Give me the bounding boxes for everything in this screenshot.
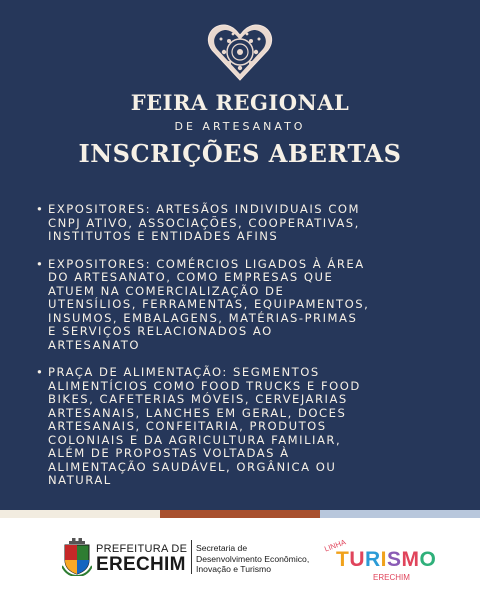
bullet-line: DO ARTESANATO, COMO EMPRESAS QUE [48, 270, 334, 284]
bullet-line: E SERVIÇOS RELACIONADOS AO [48, 324, 273, 338]
turismo-letter: T [336, 548, 350, 571]
bullet-line: ARTESANAIS, CONFEITARIA, PRODUTOS [48, 419, 327, 433]
bullet-line: PRAÇA DE ALIMENTAÇÃO: SEGMENTOS [48, 365, 320, 379]
bullet-marker: • [36, 256, 45, 271]
prefeitura-logo [96, 543, 187, 575]
turismo-letter: U [349, 548, 365, 571]
title-feira-regional: FEIRA REGIONAL [130, 90, 350, 115]
secretaria-text [196, 543, 309, 575]
turismo-letter: S [387, 548, 402, 571]
turismo-erechim-label: ERECHIM [373, 573, 410, 582]
bullet-list [36, 203, 456, 502]
turismo-letter: M [401, 548, 420, 571]
bullet-line: COLONIAIS E DA AGRICULTURA FAMILIAR, [48, 432, 342, 447]
bullet-marker: • [36, 202, 45, 216]
bullet-marker: • [36, 365, 45, 379]
linha-label: LINHA [323, 537, 347, 554]
turismo-letter: R [365, 548, 381, 571]
bullet-line: ARTESANAIS, LANCHES EM GERAL, DOCES [48, 405, 347, 420]
bullet-item [36, 258, 456, 353]
bullet-line: ALIMENTAÇÃO SAUDÁVEL, ORGÂNICA OU [48, 459, 337, 474]
turismo-logo [336, 548, 436, 572]
stripe-cream [0, 510, 160, 518]
bullet-line: NATURAL [48, 473, 112, 487]
secretaria-line: Desenvolvimento Econômico, [196, 553, 310, 564]
bullet-line: EXPOSITORES: COMÉRCIOS LIGADOS À ÁREA [48, 256, 365, 271]
bullet-line: ATUEM NA COMERCIALIZAÇÃO DE [48, 283, 285, 298]
turismo-letter: O [419, 548, 437, 571]
bullet-line: CNPJ ATIVO, ASSOCIAÇÕES, COOPERATIVAS, [48, 215, 360, 230]
bullet-line: INSUMOS, EMBALAGENS, MATÉRIAS-PRIMAS [48, 310, 358, 325]
bullet-line: EXPOSITORES: ARTESÃOS INDIVIDUAIS COM [48, 202, 361, 216]
bullet-line: UTENSÍLIOS, FERRAMENTAS, EQUIPAMENTOS, [48, 297, 370, 311]
secretaria-line: Secretaria de [196, 543, 248, 553]
bullet-line: ALÉM DE PROPOSTAS VOLTADAS À [48, 446, 290, 460]
bullet-line: BIKES, CAFETERIAS MÓVEIS, CERVEJARIAS [48, 392, 348, 406]
subtitle-de-artesanato: DE ARTESANATO [174, 120, 306, 133]
bullet-line: ARTESANATO [48, 337, 140, 352]
footer-divider [191, 540, 192, 574]
erechim-crest-icon [62, 538, 92, 576]
stripe-light-blue [320, 510, 480, 518]
title-inscricoes-abertas: INSCRIÇÕES ABERTAS [78, 139, 402, 168]
turismo-letter: I [380, 548, 388, 571]
bullet-item [36, 366, 456, 488]
prefeitura-de-label: PREFEITURA DE [96, 543, 188, 555]
stripe-rust [160, 510, 320, 518]
secretaria-line: Inovação e Turismo [196, 564, 271, 574]
bullet-item [36, 203, 456, 244]
lace-heart-icon [207, 22, 273, 82]
color-stripes [0, 510, 480, 518]
bullet-line: ALIMENTÍCIOS COMO FOOD TRUCKS E FOOD [48, 378, 361, 393]
erechim-label: ERECHIM [96, 554, 186, 575]
bullet-line: INSTITUTOS E ENTIDADES AFINS [48, 229, 279, 243]
